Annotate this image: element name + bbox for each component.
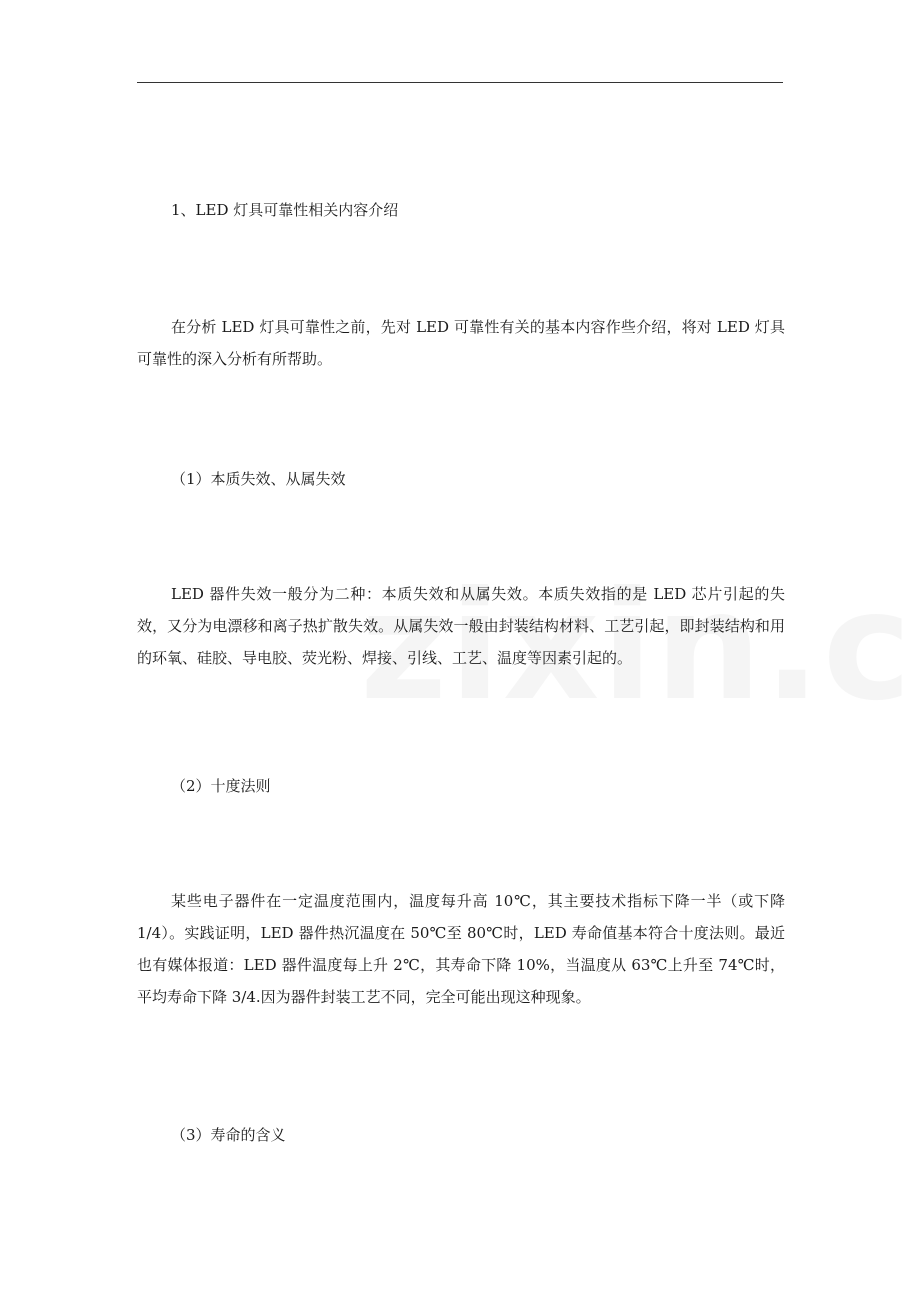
section-title: 1、LED 灯具可靠性相关内容介绍: [171, 201, 399, 219]
subheading-lifetime-meaning: （3）寿命的含义: [171, 1126, 286, 1144]
header-rule: [137, 82, 783, 83]
paragraph-failure-types: LED 器件失效一般分为二种：本质失效和从属失效。本质失效指的是 LED 芯片引起的失效，又分为电漂移和离子热扩散失效。从属失效一般由封装结构材料、工艺引起，即封装结构和用的环氧、硅胶、导电胶、荧光粉、焊接、引线、工艺、温度等因素引起的。: [137, 585, 785, 667]
intro-paragraph: 在分析 LED 灯具可靠性之前，先对 LED 可靠性有关的基本内容作些介绍，将对 LED 灯具可靠性的深入分析有所帮助。: [137, 318, 785, 368]
paragraph-ten-degree-rule: 某些电子器件在一定温度范围内，温度每升高 10℃，其主要技术指标下降一半（或下降 1/4）。实践证明，LED 器件热沉温度在 50℃至 80℃时，LED 寿命值基本符合十度法则。最近也有媒体报道：LED 器件温度每上升 2℃，其寿命下降 10%，当温度从 63℃上升至 74℃时，平均寿命下降 3/4.因为器件封装工艺不同，完全可能出现这种现象。: [137, 892, 785, 1006]
subheading-ten-degree-rule: （2）十度法则: [171, 777, 271, 795]
subheading-failure-types: （1）本质失效、从属失效: [171, 470, 346, 488]
